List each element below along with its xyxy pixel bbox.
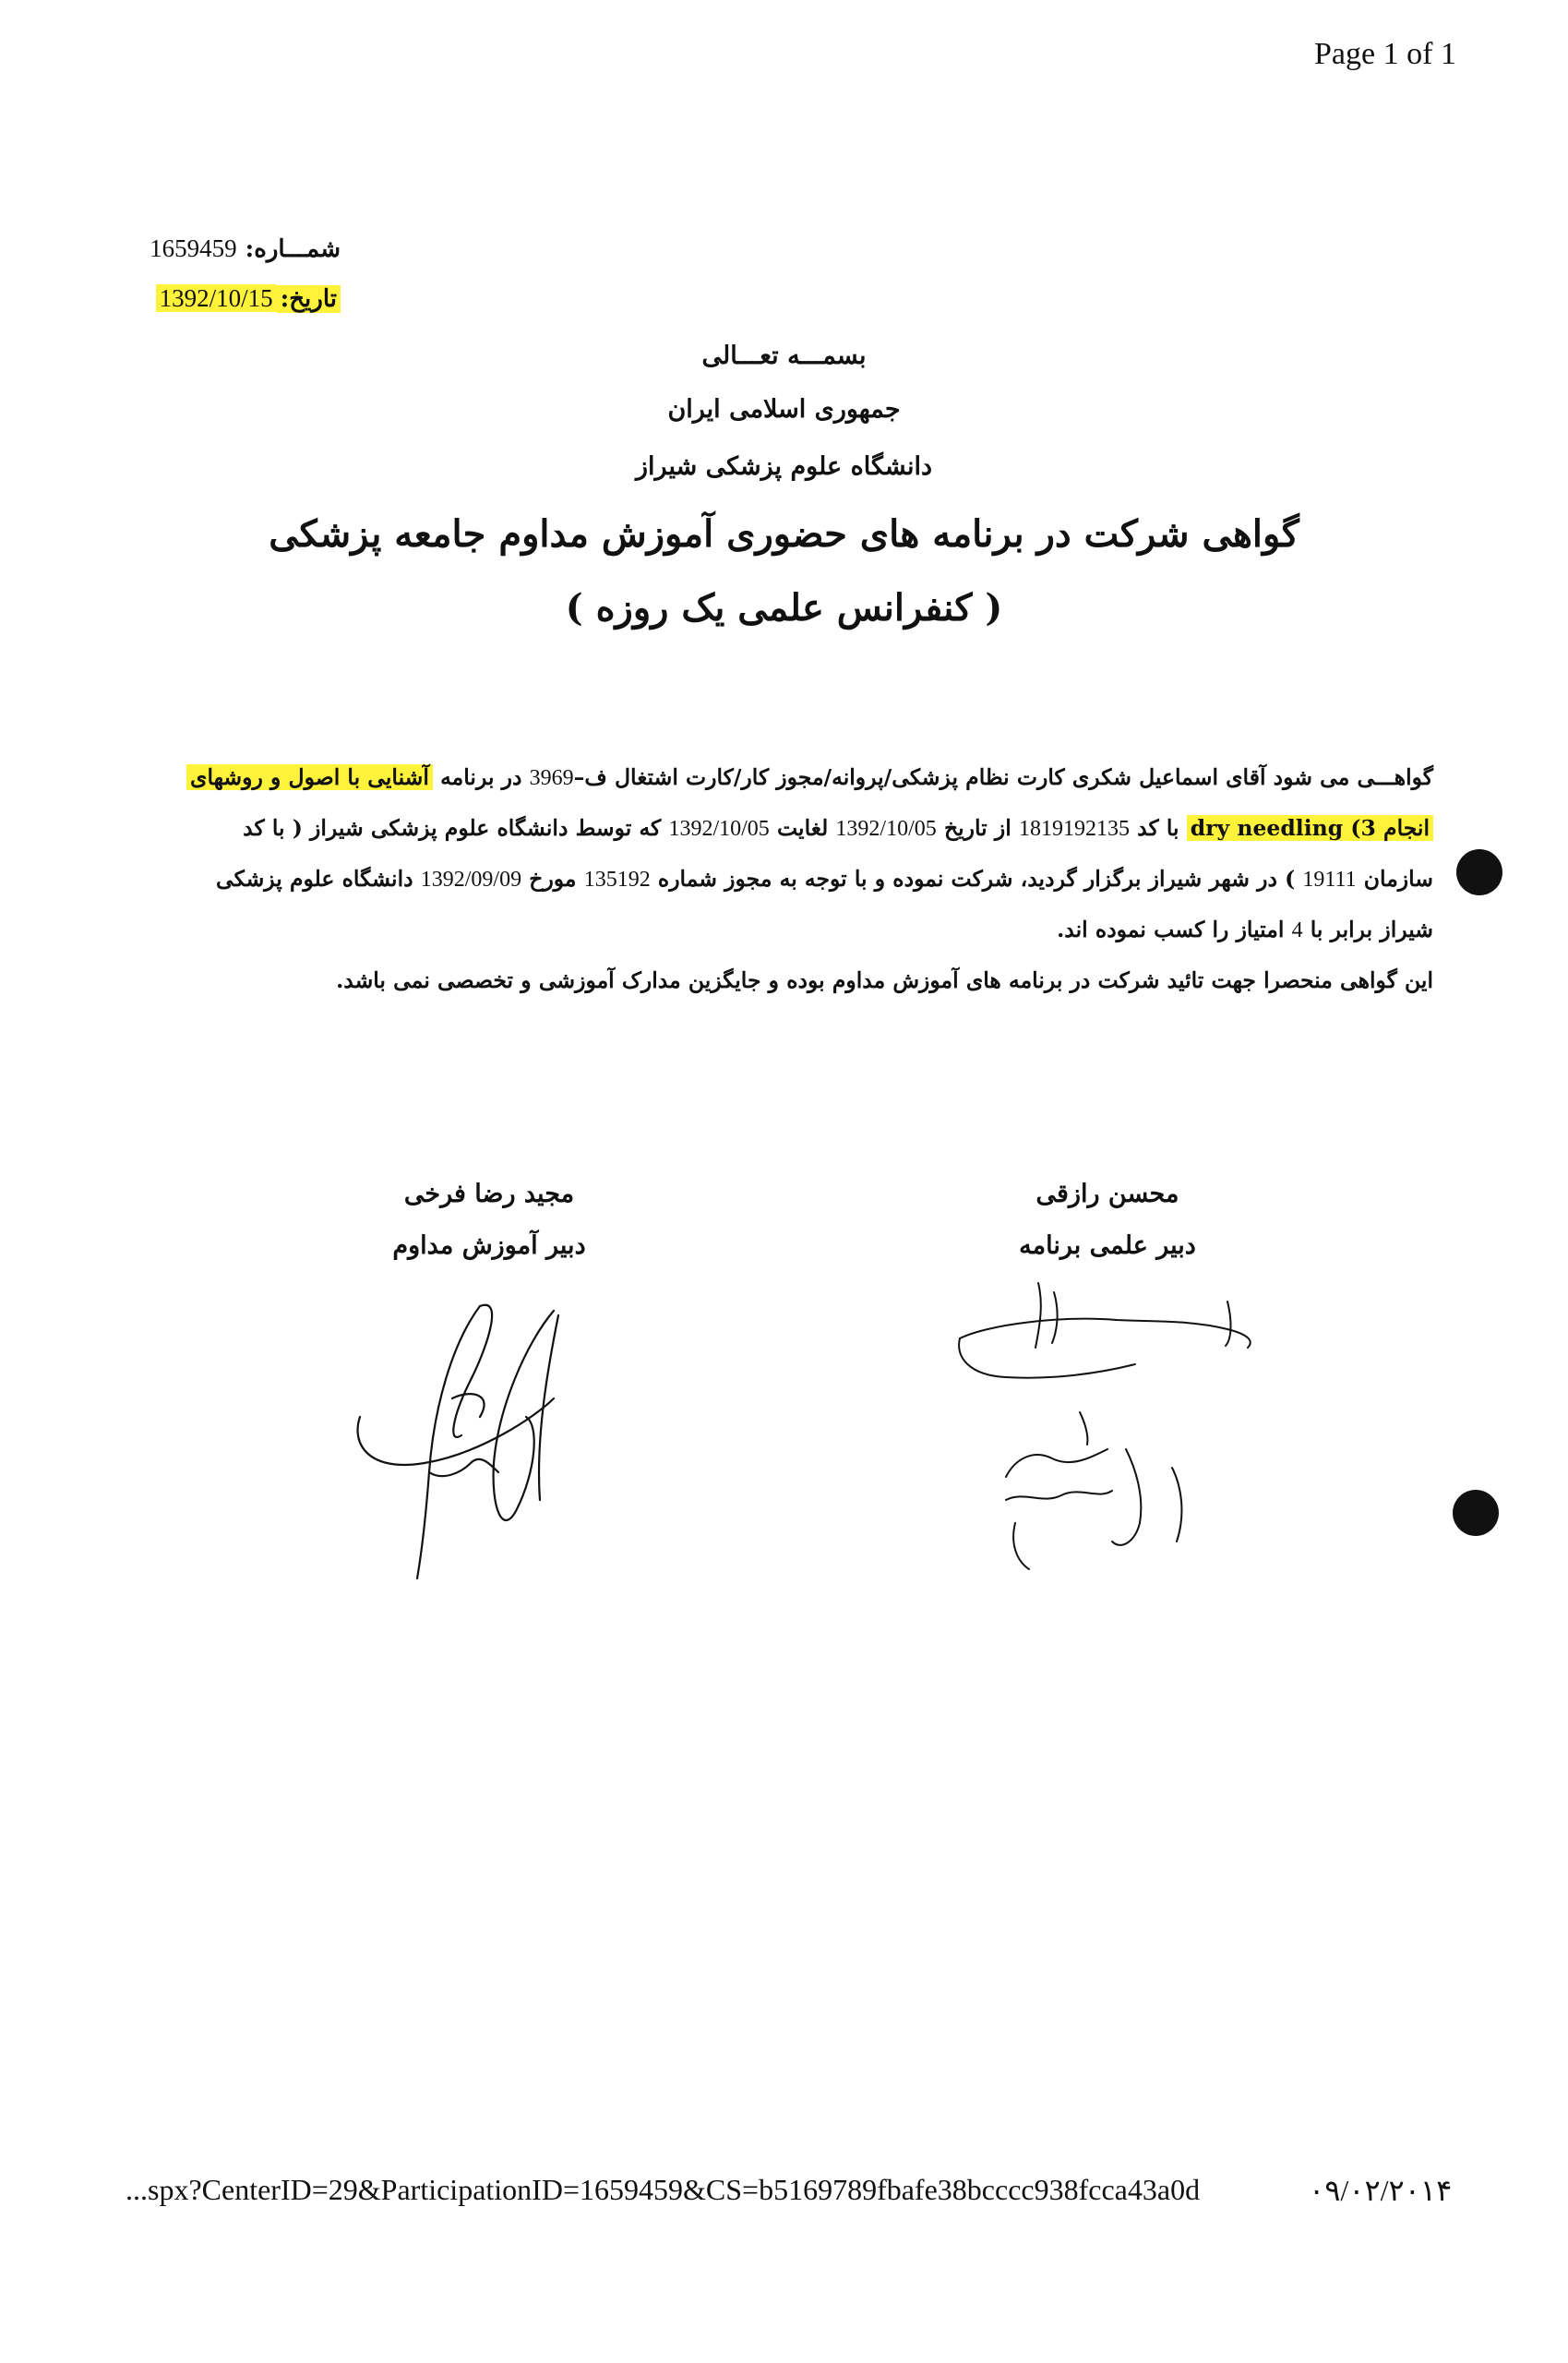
certificate-number-label: شمـــاره: xyxy=(245,235,341,263)
certificate-number-value: 1659459 xyxy=(150,234,237,262)
program-title-highlight-1: آشنایی با اصول و روشهای xyxy=(186,764,433,790)
left-signature xyxy=(341,1288,628,1583)
punch-hole-top xyxy=(1456,849,1502,895)
university-heading: دانشگاه علوم پزشکی شیراز xyxy=(636,452,932,481)
punch-hole-bottom xyxy=(1453,1490,1499,1536)
footer-date: ۰۹/۰۲/۲۰۱۴ xyxy=(1309,2174,1453,2207)
right-signatory-role: دبیر علمی برنامه xyxy=(1019,1231,1196,1260)
bismillah-heading: بسمـــه تعـــالی xyxy=(701,342,867,370)
body-line-3: سازمان 19111 ) در شهر شیراز برگزار گردید، شرکت نموده و با توجه به مجوز شماره 135192 مورخ 1392/09/09 دانشگاه علوم پزشکی xyxy=(216,866,1433,892)
certificate-title: گواهی شرکت در برنامه های حضوری آموزش مداوم جامعه پزشکی xyxy=(269,512,1299,556)
certificate-body xyxy=(143,752,1433,1005)
certificate-date-row xyxy=(156,284,341,313)
body-line-1: گواهـــی می شود آقای اسماعیل شکری کارت نظام پزشکی/پروانه/مجوز کار/کارت اشتغال ف–3969 در برنامه آشنایی با اصول و روشهای xyxy=(143,752,1433,803)
body-line-4: شیراز برابر با 4 امتیاز را کسب نموده اند. xyxy=(1057,917,1433,942)
event-type-title: ( کنفرانس علمی یک روزه ) xyxy=(565,586,1003,630)
program-title-highlight-2: انجام 3) dry needling xyxy=(1187,815,1433,841)
body-line-2: انجام 3) dry needling با کد 1819192135 از تاریخ 1392/10/05 لغایت 1392/10/05 که توسط دانشگاه علوم پزشکی شیراز ( با کد xyxy=(143,803,1433,854)
page-number: Page 1 of 1 xyxy=(1314,37,1456,71)
footer-url: ...spx?CenterID=29&ParticipationID=1659459&CS=b5169789fbafe38bcccc938fcca43a0d xyxy=(126,2173,1201,2206)
right-signature xyxy=(951,1274,1264,1578)
disclaimer-line: این گواهی منحصرا جهت تائید شرکت در برنامه های آموزش مداوم بوده و جایگزین مدارک آموزشی و تخصصی نمی باشد. xyxy=(336,967,1433,993)
certificate-number-row xyxy=(150,234,341,263)
right-signatory-name: محسن رازقی xyxy=(1035,1180,1179,1208)
left-signatory-role: دبیر آموزش مداوم xyxy=(392,1231,586,1260)
country-heading: جمهوری اسلامی ایران xyxy=(667,395,901,424)
certificate-date-value: 1392/10/15 xyxy=(156,284,277,312)
certificate-date-label: تاریخ: xyxy=(277,285,341,313)
left-signatory-name: مجید رضا فرخی xyxy=(403,1180,575,1208)
